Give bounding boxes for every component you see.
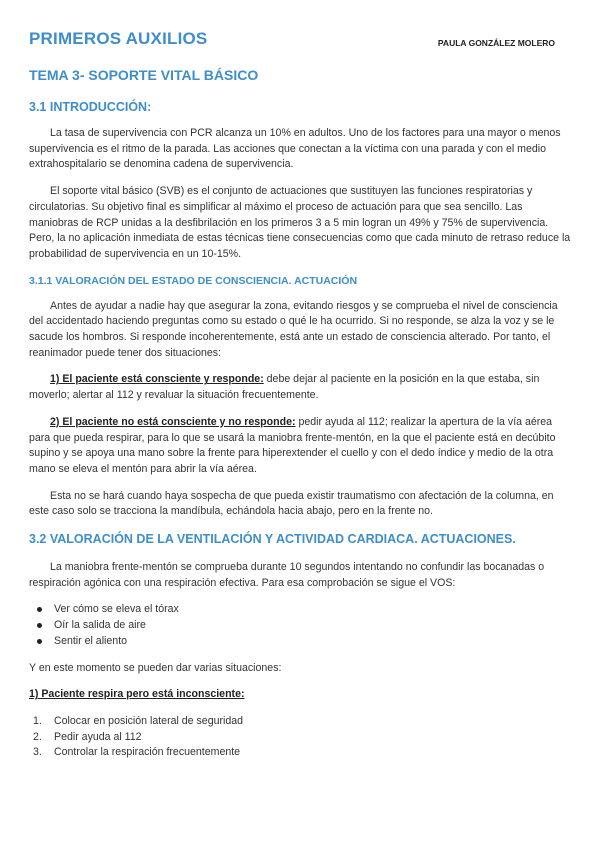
case-breathing-heading: 1) Paciente respira pero está inconsciente:: [29, 688, 245, 701]
case-conscious-text: debe dejar al paciente en la posición en la que estaba, sin moverlo; alertar al 112 y revaluar la situación frecuentemente.: [29, 373, 540, 402]
trauma-paragraph: Esta no se hará cuando haya sospecha de que pueda existir traumatismo con afectación de la columna, en este caso solo se tracciona la mandíbula, echándola hacia abajo, pero en la frente no.: [29, 489, 554, 518]
case-unconscious-text: pedir ayuda al 112; realizar la apertura de la vía aérea para que pueda respirar, para lo que se usará la maniobra frente-mentón, en la que el paciente está en decúbito supino y se apoya una mano sobre la frente para hiperextender el cuello y con el dedo índice y medio de la otra mano se eleva el mentón para abrir la vía aérea.: [29, 415, 556, 475]
list-item-text: Oír la salida de aire: [54, 619, 146, 632]
list-item: [29, 730, 571, 746]
consciousness-paragraph: Antes de ayudar a nadie hay que asegurar la zona, evitando riesgos y se comprueba el nivel de consciencia del accidentado haciendo preguntas como su estado o qué le ha ocurrido. Si no responde, se alza la voz y se le sacude los hombros. Si responde incoherentemente, está ante un estado de consciencia alterado. Por tanto, el reanimador puede tener dos situaciones:: [29, 299, 558, 359]
list-item: [29, 745, 571, 761]
ventilation-paragraph: La maniobra frente-mentón se comprueba durante 10 segundos intentando no confundir las bocanadas o respiración agónica con una respiración efectiva. Para esa comprobación se sigue el VOS:: [29, 561, 545, 589]
document-body: [29, 66, 571, 772]
bullet-icon: [37, 623, 42, 628]
bullet-icon: [37, 607, 42, 612]
step-text: Pedir ayuda al 112: [54, 730, 142, 743]
intro-paragraph-2: El soporte vital básico (SVB) es el conjunto de actuaciones que sustituyen las funciones respiratorias y circulatorias. Su objetivo final es simplificar al máximo el proceso de actuación para que sea sencillo. Las maniobras de RCP unidas a la desfibrilación en los primeros 3 a 5 min logran un 49% y 75% de supervivencia. Pero, la no aplicación inmediata de estas técnicas tiene consecuencias como que cada minuto de retraso reduce la probabilidad de supervivencia en un 10-15%.: [29, 185, 571, 260]
step-number: 1.: [33, 714, 42, 727]
list-item: [29, 602, 571, 618]
list-item-text: Sentir el aliento: [54, 634, 128, 647]
step-text: Controlar la respiración frecuentemente: [54, 746, 241, 759]
list-item: [29, 634, 571, 650]
step-number: 3.: [33, 746, 42, 759]
section-3-1-heading: 3.1 INTRODUCCIÓN:: [29, 100, 152, 114]
case-unconscious-paragraph: [29, 415, 571, 478]
tema-heading: TEMA 3- SOPORTE VITAL BÁSICO: [29, 67, 259, 83]
vos-list: [29, 602, 571, 649]
step-text: Colocar en posición lateral de seguridad: [54, 714, 244, 727]
intro-paragraph-1: La tasa de supervivencia con PCR alcanza un 10% en adultos. Uno de los factores para una mayor o menos supervivencia es el ritmo de la parada. Las acciones que conectan a la víctima con una parada y con el medio extrahospitalario se denomina cadena de supervivencia.: [29, 127, 561, 171]
section-3-1-1-heading: 3.1.1 VALORACIÓN DEL ESTADO DE CONSCIENCIA. ACTUACIÓN: [29, 274, 358, 287]
document-title: PRIMEROS AUXILIOS: [29, 29, 208, 48]
list-item: [29, 618, 571, 634]
bullet-icon: [37, 639, 42, 644]
situations-paragraph: Y en este momento se pueden dar varias situaciones:: [29, 661, 282, 674]
list-item: [29, 714, 571, 730]
case-conscious-label: 1) El paciente está consciente y responde:: [50, 373, 264, 386]
steps-list: [29, 714, 571, 761]
case-conscious-paragraph: [29, 372, 571, 403]
step-number: 2.: [33, 730, 42, 743]
author-name: PAULA GONZÁLEZ MOLERO: [437, 38, 555, 48]
list-item-text: Ver cómo se eleva el tórax: [54, 603, 179, 616]
section-3-2-heading: 3.2 VALORACIÓN DE LA VENTILACIÓN Y ACTIVIDAD CARDIACA. ACTUACIONES.: [29, 532, 516, 547]
case-unconscious-label: 2) El paciente no está consciente y no responde:: [50, 415, 296, 428]
